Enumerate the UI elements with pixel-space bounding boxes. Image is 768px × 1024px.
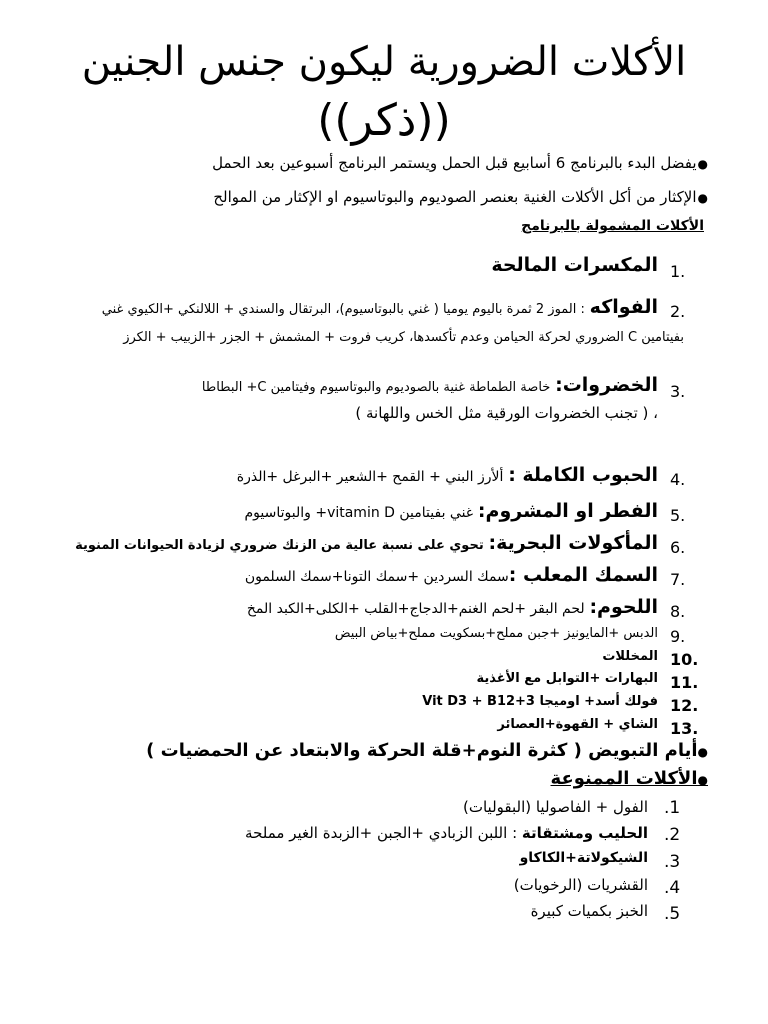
item-number: 6.	[670, 538, 686, 557]
forbidden-text: : اللبن الزبادي +الجبن +الزبدة الغير مملحة	[245, 824, 518, 842]
forbidden-item-4: القشريات (الرخويات)	[513, 876, 648, 894]
item-number: 4.	[670, 470, 686, 489]
forbidden-label: الحليب ومشتقاتة	[521, 824, 648, 842]
bullet-dot-icon: ●	[697, 191, 708, 205]
item-number: 5.	[670, 506, 686, 525]
item-label: المأكولات البحرية:	[488, 532, 658, 554]
item-number: 11.	[670, 673, 699, 692]
item-desc: خاصة الطماطة غنية بالصوديوم والبوتاسيوم وفيتامين C+ البطاطا	[201, 380, 551, 395]
item-6	[75, 532, 658, 554]
item-1	[491, 254, 658, 276]
forbidden-number: .2	[664, 825, 681, 845]
item-label: السمك المعلب :	[508, 564, 658, 586]
item-label: الفواكه	[589, 296, 658, 318]
item-desc: لحم البقر +لحم الغنم+الدجاج+القلب +الكلى+الكبد المخ	[246, 601, 585, 617]
item-label: الفطر او المشروم:	[477, 500, 658, 522]
forbidden-heading-text: الأكلات الممنوعة	[550, 768, 698, 789]
item-10: المخللات	[602, 649, 658, 664]
item-number: 7.	[670, 570, 686, 589]
forbidden-heading	[551, 768, 708, 789]
item-3-desc-line-2: ، ( تجنب الخضروات الورقية مثل الخس واللهانة )	[355, 404, 658, 422]
bullet-1	[212, 152, 708, 175]
item-label: اللحوم:	[589, 596, 658, 618]
item-label: المكسرات المالحة	[491, 254, 658, 276]
title-line-1: الأكلات الضرورية ليكون جنس الجنين	[81, 39, 687, 85]
forbidden-item-3: الشيكولاتة+الكاكاو	[519, 850, 648, 866]
item-11: البهارات +التوابل مع الأغذية	[476, 671, 658, 686]
bullet-dot-icon: ●	[697, 745, 708, 759]
bullet-2-text: الإكثار من أكل الأكلات الغنية بعنصر الصوديوم والبوتاسيوم او الإكثار من الموالح	[213, 188, 697, 206]
forbidden-number: .4	[664, 878, 681, 898]
bullet-dot-icon: ●	[697, 773, 708, 787]
item-2-desc-line-2: بفيتامين C الضروري لحركة الحيامن وعدم تأكسدها، كريب فروت + المشمش + الجزر +الزبيب + الكرز	[123, 330, 684, 345]
item-number: 1.	[670, 262, 686, 281]
item-desc: تحوي على نسبة عالية من الزنك ضروري لزيادة الحيوانات المنوية	[75, 538, 484, 553]
item-number: 2.	[670, 302, 686, 321]
item-12: فولك أسد+ اوميجا Vit D3 + B12+3	[422, 694, 658, 709]
item-desc: : الموز 2 ثمرة باليوم يوميا ( غني بالبوتاسيوم)، البرتقال والسندي + اللالنكي +الكيوي غني	[101, 302, 585, 317]
item-number: 3.	[670, 382, 686, 401]
forbidden-number: .3	[664, 852, 681, 872]
item-7	[245, 564, 658, 586]
item-3	[202, 374, 658, 396]
item-number: 13.	[670, 719, 699, 738]
item-5	[244, 500, 658, 522]
ovulation-text: أيام التبويض ( كثرة النوم+قلة الحركة والابتعاد عن الحمضيات )	[146, 740, 698, 761]
forbidden-item-2	[245, 824, 648, 842]
item-label: الخضروات:	[555, 374, 658, 396]
item-number: 8.	[670, 602, 686, 621]
item-8	[247, 596, 658, 618]
item-2	[102, 296, 658, 318]
item-desc: غني بفيتامين vitamin D+ والبوتاسيوم	[244, 505, 474, 521]
forbidden-item-5: الخبز بكميات كبيرة	[530, 902, 648, 920]
bullet-2	[213, 186, 708, 209]
item-13: الشاي + القهوة+العصائر	[497, 717, 658, 732]
item-number: 12.	[670, 696, 699, 715]
item-number: 10.	[670, 650, 699, 669]
ovulation-bullet	[146, 740, 708, 761]
forbidden-item-1: الفول + الفاصوليا (البقوليات)	[463, 798, 648, 816]
item-desc: ألأرز البني + القمح +الشعير +البرغل +الذرة	[236, 469, 504, 485]
item-number: 9.	[670, 627, 686, 646]
bullet-1-text: يفضل البدء بالبرنامج 6 أسابيع قبل الحمل ويستمر البرنامج أسبوعين بعد الحمل	[212, 154, 697, 172]
bullet-dot-icon: ●	[697, 157, 708, 171]
forbidden-number: .1	[664, 798, 681, 818]
item-4	[237, 464, 658, 486]
item-9: الدبس +المايونيز +جبن مملح+بسكويت مملح+بياض البيض	[334, 626, 658, 641]
item-desc: سمك السردين +سمك التونا+سمك السلمون	[244, 569, 509, 585]
title-line-2: ((ذكر))	[317, 95, 451, 146]
program-heading: الأكلات المشمولة بالبرنامج	[521, 218, 704, 234]
item-label: الحبوب الكاملة :	[508, 464, 658, 486]
forbidden-number: .5	[664, 904, 681, 924]
